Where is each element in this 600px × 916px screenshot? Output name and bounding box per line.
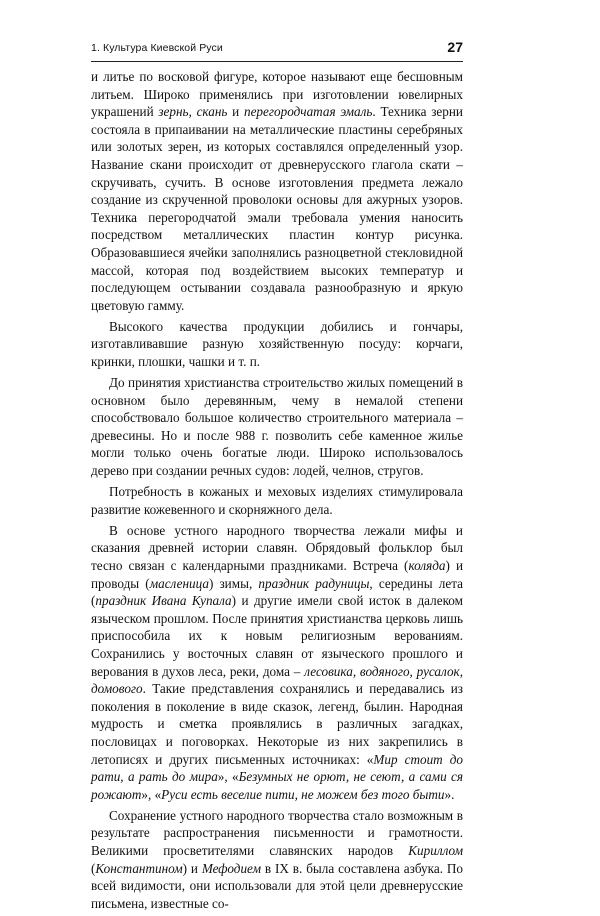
italic-term: Мефодием: [201, 860, 261, 876]
text-run: . Такие представления сохранялись и передавались из поколения в поколение в виде сказок, легенд, былин. Народная мудрость и сметка проявлялись в различных загадках, пословицах и поговорках. Некоторые из них закрепились в летописях и других письменных источниках: «: [91, 681, 463, 767]
text-run: До принятия христианства строительство жилых помещений в основном было деревянным, чему в немалой степени способствовало большое количество строительного материала – древесины. Но и после 988 г. позволить себе каменное жилье могли только очень богатые люди. Широко использовалось дерево при создании речных судов: лодей, челнов, стругов.: [91, 375, 463, 479]
text-run: . Техника зерни состояла в припаивании на металлические пластины серебряных или золотых зерен, из которых составлялся определенный узор. Название скани происходит от древнерусского глагола скати – скручивать, сучить. В основе изготовления предмета лежало создание из скрученной проволоки основы для ажурных узоров. Техника перегородчатой эмали требовала умения наносить посредством металлических пластин контур рисунка. Образовавшиеся ячейки заполнялись разноцветной стекловидной массой, которая под воздействием высоких температур и последующем остывании создавала разнообразную и яркую цветовую гамму.: [91, 104, 463, 313]
text-run: », «: [217, 769, 239, 785]
italic-term: зернь, скань: [158, 104, 228, 120]
text-run: , середины лета (: [91, 575, 463, 609]
text-run: и литье по восковой фигуре, которое называют еще бесшовным литьем. Широко применялись при изготовлении ювелирных украшений: [91, 69, 463, 120]
paragraph: [91, 68, 463, 314]
text-run: Высокого качества продукции добились и гончары, изготавливавшие разную хозяйственную посуду: корчаги, кринки, плошки, чашки и т. п.: [91, 318, 463, 369]
page-header: [91, 40, 463, 58]
italic-term: перегородчатая эмаль: [243, 104, 373, 120]
text-run: ) зимы,: [208, 575, 259, 591]
italic-term: Безумных не орют, не сеют, а сами ся рожают: [91, 769, 463, 802]
text-run: Потребность в кожаных и меховых изделиях стимулировала развитие кожевенного и скорняжного дела.: [91, 484, 463, 517]
italic-term: коляда: [408, 558, 446, 574]
italic-term: Кириллом: [408, 843, 463, 859]
italic-term: лесовика, водяного, русалок, домового: [91, 663, 463, 697]
paragraph: [91, 522, 463, 804]
text-run: в IX в. была составлена азбука. По всей видимости, они использовали для этой цели древнерусские письмена, известные со-: [91, 860, 463, 911]
text-run: (: [91, 860, 96, 876]
running-head: 1. Культура Киевской Руси: [91, 42, 223, 54]
text-run: ) и другие имели свой исток в далеком языческом прошлом. После принятия христианства церковь лишь приспособила их к новым религиозным верованиям. Сохранились у восточных славян от языческого прошлого и верования в духов леса, реки, дома –: [91, 593, 463, 679]
italic-term: Константином: [95, 860, 183, 876]
italic-term: Руси есть веселие пити, не можем без того быти: [161, 786, 445, 802]
paragraph: [91, 483, 463, 518]
body-text: [91, 68, 463, 916]
text-run: В основе устного народного творчества лежали мифы и сказания древней истории славян. Обрядовый фольклор был тесно связан с календарными праздниками. Встреча (: [91, 522, 463, 574]
text-run: ) и: [182, 860, 202, 876]
text-run: и: [227, 104, 244, 120]
italic-term: праздник Ивана Купала: [95, 593, 232, 609]
text-run: », «: [141, 786, 162, 802]
paragraph: [91, 318, 463, 371]
paragraph: [91, 374, 463, 480]
paragraph: [91, 807, 463, 913]
text-run: ) и проводы (: [91, 558, 464, 591]
italic-term: праздник радуницы: [258, 575, 370, 591]
text-run: Сохранение устного народного творчества стало возможным в результате распространения письменности и грамотности. Великими просветителями славянских народов: [91, 807, 463, 859]
italic-term: масленица: [149, 575, 209, 591]
header-rule: [91, 61, 463, 62]
text-run: ».: [444, 786, 455, 802]
italic-term: Мир стоит до рати, а рать до мира: [91, 751, 463, 785]
page-number: 27: [447, 39, 463, 55]
